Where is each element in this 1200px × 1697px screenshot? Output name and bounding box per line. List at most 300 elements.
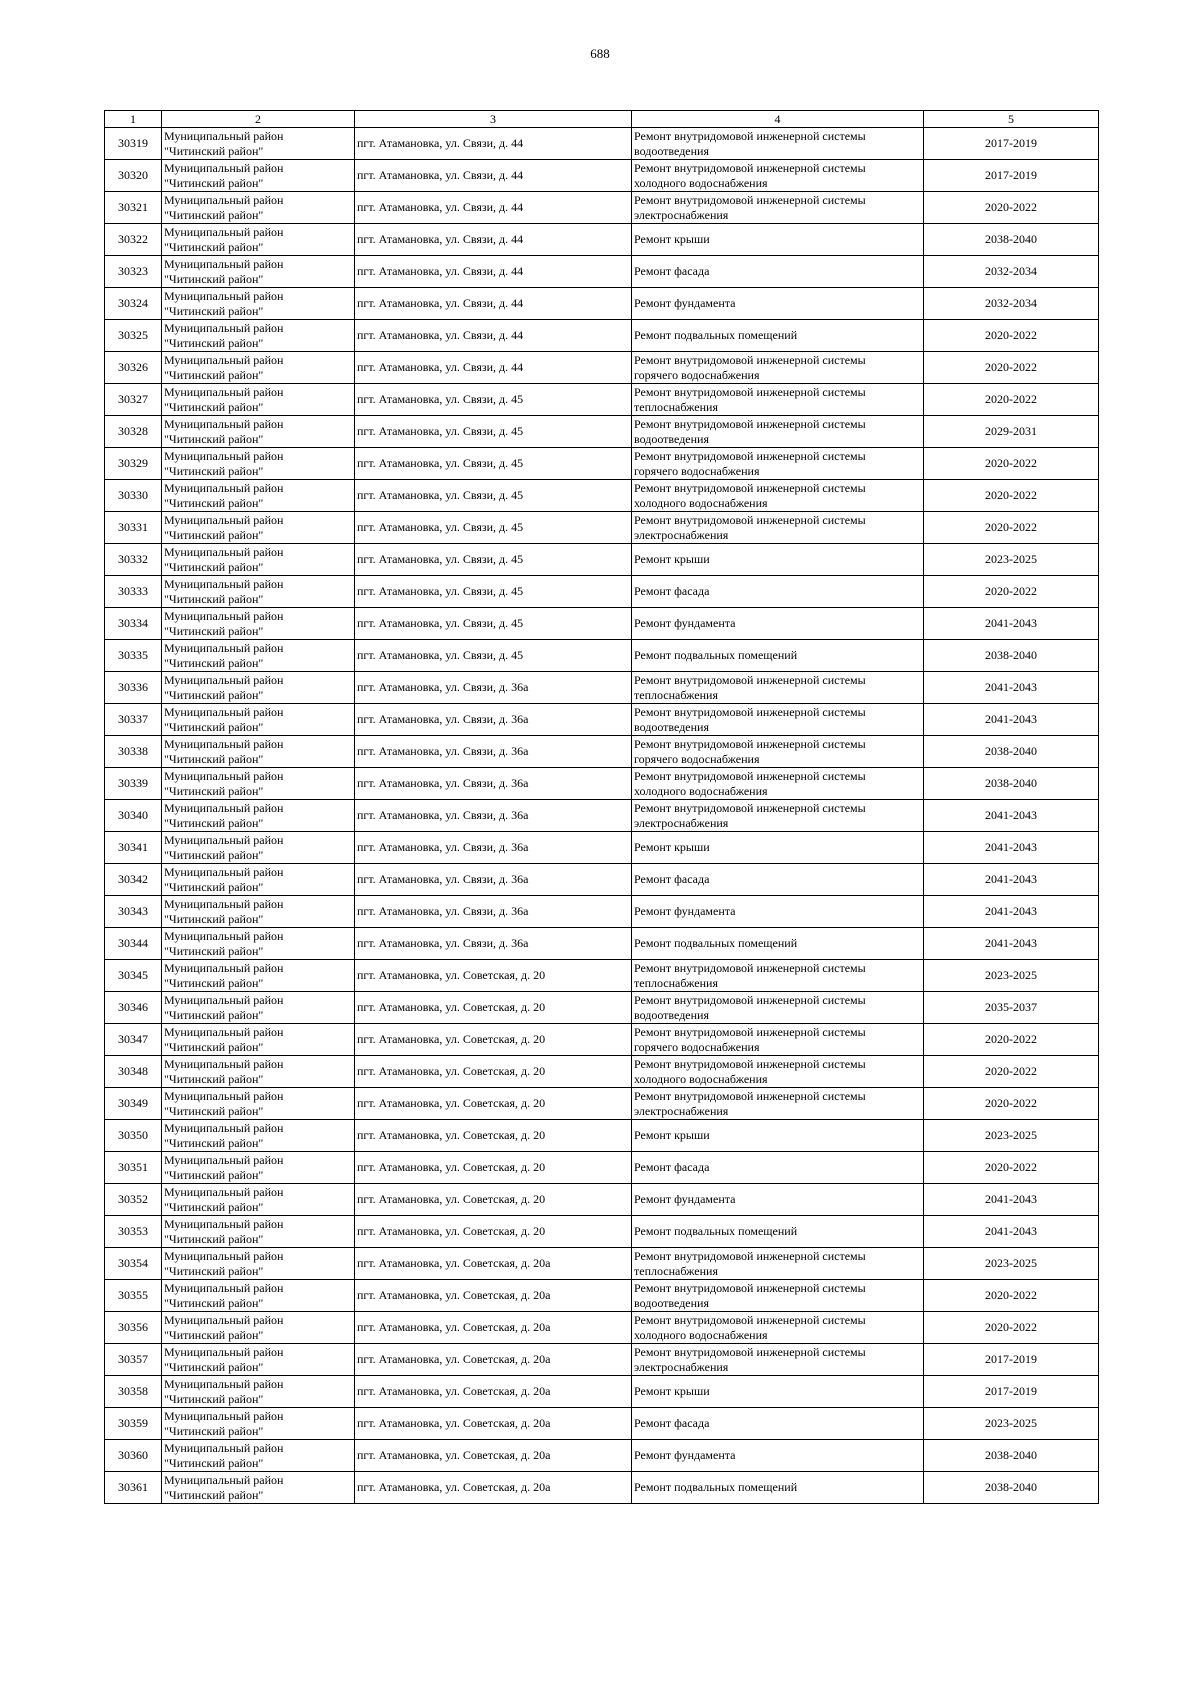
work-type-cell: [632, 864, 924, 896]
table-row: [105, 192, 1099, 224]
district-line: Муниципальный район: [164, 288, 284, 303]
district-line: Муниципальный район: [164, 1440, 284, 1455]
district-line: "Читинский район": [164, 239, 264, 254]
table-row: [105, 256, 1099, 288]
district-cell: [162, 992, 355, 1024]
district-cell: [162, 1344, 355, 1376]
work-type-line: электроснабжения: [634, 815, 729, 830]
period-cell: 2035-2037: [924, 992, 1099, 1024]
district-line: "Читинский район": [164, 1071, 264, 1086]
district-line: "Читинский район": [164, 591, 264, 606]
district-line: "Читинский район": [164, 943, 264, 958]
period-cell: 2023-2025: [924, 960, 1099, 992]
work-type-line: Ремонт внутридомовой инженерной системы: [634, 416, 866, 431]
district-cell: [162, 1440, 355, 1472]
column-header: 2: [162, 111, 355, 128]
row-number-cell: 30336: [105, 672, 162, 704]
address-cell: пгт. Атамановка, ул. Связи, д. 44: [355, 256, 632, 288]
period-cell: 2041-2043: [924, 800, 1099, 832]
district-line: "Читинский район": [164, 1391, 264, 1406]
district-line: "Читинский район": [164, 751, 264, 766]
table-row: [105, 1344, 1099, 1376]
district-line: Муниципальный район: [164, 1184, 284, 1199]
district-line: "Читинский район": [164, 1103, 264, 1118]
work-type-line: Ремонт внутридомовой инженерной системы: [634, 160, 866, 175]
row-number-cell: 30339: [105, 768, 162, 800]
district-line: "Читинский район": [164, 431, 264, 446]
work-type-line: Ремонт внутридомовой инженерной системы: [634, 1248, 866, 1263]
period-cell: 2041-2043: [924, 1184, 1099, 1216]
district-line: Муниципальный район: [164, 736, 284, 751]
period-cell: 2020-2022: [924, 480, 1099, 512]
table-row: [105, 736, 1099, 768]
table-row: [105, 800, 1099, 832]
address-cell: пгт. Атамановка, ул. Связи, д. 36а: [355, 928, 632, 960]
period-cell: 2020-2022: [924, 352, 1099, 384]
work-type-cell: [632, 480, 924, 512]
row-number-cell: 30353: [105, 1216, 162, 1248]
row-number-cell: 30334: [105, 608, 162, 640]
district-line: Муниципальный район: [164, 1024, 284, 1039]
work-type-cell: [632, 288, 924, 320]
district-line: Муниципальный район: [164, 320, 284, 335]
row-number-cell: 30361: [105, 1472, 162, 1504]
period-cell: 2038-2040: [924, 1440, 1099, 1472]
address-cell: пгт. Атамановка, ул. Связи, д. 45: [355, 480, 632, 512]
period-cell: 2020-2022: [924, 512, 1099, 544]
row-number-cell: 30330: [105, 480, 162, 512]
work-type-cell: [632, 576, 924, 608]
work-type-cell: [632, 704, 924, 736]
work-type-line: Ремонт крыши: [634, 1128, 710, 1142]
work-type-cell: [632, 1344, 924, 1376]
row-number-cell: 30327: [105, 384, 162, 416]
district-cell: [162, 608, 355, 640]
work-type-line: Ремонт внутридомовой инженерной системы: [634, 480, 866, 495]
address-cell: пгт. Атамановка, ул. Советская, д. 20а: [355, 1312, 632, 1344]
work-type-line: Ремонт внутридомовой инженерной системы: [634, 448, 866, 463]
table-row: [105, 1184, 1099, 1216]
work-type-line: электроснабжения: [634, 207, 729, 222]
address-cell: пгт. Атамановка, ул. Связи, д. 44: [355, 320, 632, 352]
work-type-line: Ремонт внутридомовой инженерной системы: [634, 1088, 866, 1103]
address-cell: пгт. Атамановка, ул. Советская, д. 20: [355, 1024, 632, 1056]
work-type-cell: [632, 352, 924, 384]
period-cell: 2020-2022: [924, 1056, 1099, 1088]
row-number-cell: 30350: [105, 1120, 162, 1152]
district-line: "Читинский район": [164, 879, 264, 894]
period-cell: 2023-2025: [924, 1120, 1099, 1152]
work-type-line: Ремонт фасада: [634, 264, 710, 278]
work-type-cell: [632, 128, 924, 160]
address-cell: пгт. Атамановка, ул. Советская, д. 20: [355, 1056, 632, 1088]
address-cell: пгт. Атамановка, ул. Связи, д. 44: [355, 224, 632, 256]
district-cell: [162, 448, 355, 480]
district-line: Муниципальный район: [164, 1280, 284, 1295]
district-cell: [162, 544, 355, 576]
district-line: "Читинский район": [164, 1263, 264, 1278]
district-line: "Читинский район": [164, 527, 264, 542]
district-line: Муниципальный район: [164, 352, 284, 367]
period-cell: 2020-2022: [924, 384, 1099, 416]
work-type-cell: [632, 224, 924, 256]
district-line: Муниципальный район: [164, 480, 284, 495]
work-type-line: водоотведения: [634, 1007, 709, 1022]
work-type-line: холодного водоснабжения: [634, 783, 768, 798]
work-type-line: водоотведения: [634, 1295, 709, 1310]
table-row: [105, 1088, 1099, 1120]
address-cell: пгт. Атамановка, ул. Связи, д. 44: [355, 128, 632, 160]
district-line: "Читинский район": [164, 911, 264, 926]
period-cell: 2020-2022: [924, 1312, 1099, 1344]
work-type-cell: [632, 768, 924, 800]
address-cell: пгт. Атамановка, ул. Связи, д. 45: [355, 576, 632, 608]
work-type-line: Ремонт крыши: [634, 840, 710, 854]
district-cell: [162, 960, 355, 992]
district-line: Муниципальный район: [164, 608, 284, 623]
district-line: Муниципальный район: [164, 192, 284, 207]
district-line: Муниципальный район: [164, 800, 284, 815]
work-type-cell: [632, 1280, 924, 1312]
district-cell: [162, 160, 355, 192]
address-cell: пгт. Атамановка, ул. Советская, д. 20а: [355, 1280, 632, 1312]
period-cell: 2020-2022: [924, 192, 1099, 224]
work-type-line: Ремонт подвальных помещений: [634, 328, 798, 342]
row-number-cell: 30343: [105, 896, 162, 928]
period-cell: 2038-2040: [924, 640, 1099, 672]
period-cell: 2041-2043: [924, 896, 1099, 928]
period-cell: 2041-2043: [924, 1216, 1099, 1248]
row-number-cell: 30333: [105, 576, 162, 608]
row-number-cell: 30360: [105, 1440, 162, 1472]
work-type-cell: [632, 1184, 924, 1216]
work-type-cell: [632, 160, 924, 192]
work-type-cell: [632, 1440, 924, 1472]
address-cell: пгт. Атамановка, ул. Связи, д. 36а: [355, 896, 632, 928]
work-type-line: Ремонт фундамента: [634, 904, 736, 918]
table-row: [105, 928, 1099, 960]
district-line: Муниципальный район: [164, 1312, 284, 1327]
work-type-line: холодного водоснабжения: [634, 1327, 768, 1342]
row-number-cell: 30332: [105, 544, 162, 576]
district-cell: [162, 288, 355, 320]
period-cell: 2023-2025: [924, 1408, 1099, 1440]
table-row: [105, 352, 1099, 384]
district-cell: [162, 320, 355, 352]
table-row: [105, 896, 1099, 928]
district-cell: [162, 256, 355, 288]
district-line: Муниципальный район: [164, 1088, 284, 1103]
work-type-cell: [632, 256, 924, 288]
work-type-cell: [632, 672, 924, 704]
row-number-cell: 30346: [105, 992, 162, 1024]
work-type-line: Ремонт фундамента: [634, 1448, 736, 1462]
address-cell: пгт. Атамановка, ул. Советская, д. 20а: [355, 1408, 632, 1440]
district-line: Муниципальный район: [164, 672, 284, 687]
district-line: Муниципальный район: [164, 928, 284, 943]
district-line: "Читинский район": [164, 559, 264, 574]
period-cell: 2041-2043: [924, 928, 1099, 960]
work-type-line: теплоснабжения: [634, 687, 718, 702]
district-cell: [162, 864, 355, 896]
work-type-cell: [632, 1376, 924, 1408]
table-row: [105, 1312, 1099, 1344]
district-cell: [162, 1376, 355, 1408]
district-line: Муниципальный район: [164, 1408, 284, 1423]
district-line: Муниципальный район: [164, 768, 284, 783]
work-type-line: Ремонт внутридомовой инженерной системы: [634, 704, 866, 719]
period-cell: 2038-2040: [924, 1472, 1099, 1504]
address-cell: пгт. Атамановка, ул. Связи, д. 45: [355, 544, 632, 576]
district-line: Муниципальный район: [164, 992, 284, 1007]
work-type-line: Ремонт внутридомовой инженерной системы: [634, 672, 866, 687]
table-row: [105, 128, 1099, 160]
address-cell: пгт. Атамановка, ул. Советская, д. 20а: [355, 1248, 632, 1280]
table-row: [105, 1376, 1099, 1408]
work-type-cell: [632, 544, 924, 576]
district-line: Муниципальный район: [164, 1056, 284, 1071]
work-type-cell: [632, 384, 924, 416]
work-type-line: горячего водоснабжения: [634, 367, 760, 382]
district-cell: [162, 1152, 355, 1184]
row-number-cell: 30329: [105, 448, 162, 480]
district-cell: [162, 672, 355, 704]
work-type-line: Ремонт внутридомовой инженерной системы: [634, 1024, 866, 1039]
work-type-line: Ремонт крыши: [634, 1384, 710, 1398]
district-line: "Читинский район": [164, 1455, 264, 1470]
work-type-line: горячего водоснабжения: [634, 1039, 760, 1054]
work-type-line: Ремонт внутридомовой инженерной системы: [634, 384, 866, 399]
work-type-cell: [632, 1312, 924, 1344]
work-type-line: Ремонт внутридомовой инженерной системы: [634, 992, 866, 1007]
district-cell: [162, 1088, 355, 1120]
address-cell: пгт. Атамановка, ул. Советская, д. 20: [355, 1184, 632, 1216]
district-cell: [162, 1248, 355, 1280]
district-line: "Читинский район": [164, 303, 264, 318]
row-number-cell: 30348: [105, 1056, 162, 1088]
column-header: 1: [105, 111, 162, 128]
row-number-cell: 30322: [105, 224, 162, 256]
work-type-cell: [632, 640, 924, 672]
district-cell: [162, 352, 355, 384]
district-line: Муниципальный район: [164, 640, 284, 655]
district-cell: [162, 224, 355, 256]
row-number-cell: 30357: [105, 1344, 162, 1376]
district-line: Муниципальный район: [164, 384, 284, 399]
work-type-line: теплоснабжения: [634, 975, 718, 990]
table-row: [105, 1056, 1099, 1088]
district-cell: [162, 384, 355, 416]
district-cell: [162, 1184, 355, 1216]
table-row: [105, 864, 1099, 896]
work-type-line: Ремонт фасада: [634, 584, 710, 598]
address-cell: пгт. Атамановка, ул. Связи, д. 36а: [355, 864, 632, 896]
table-row: [105, 448, 1099, 480]
work-type-cell: [632, 1120, 924, 1152]
table-row: [105, 1120, 1099, 1152]
district-line: "Читинский район": [164, 495, 264, 510]
address-cell: пгт. Атамановка, ул. Советская, д. 20: [355, 1120, 632, 1152]
district-line: "Читинский район": [164, 975, 264, 990]
district-line: Муниципальный район: [164, 576, 284, 591]
table-row: [105, 1472, 1099, 1504]
work-type-line: Ремонт внутридомовой инженерной системы: [634, 736, 866, 751]
row-number-cell: 30356: [105, 1312, 162, 1344]
table-row: [105, 160, 1099, 192]
address-cell: пгт. Атамановка, ул. Связи, д. 45: [355, 640, 632, 672]
row-number-cell: 30331: [105, 512, 162, 544]
table-row: [105, 384, 1099, 416]
district-line: "Читинский район": [164, 271, 264, 286]
table-header-row: [105, 111, 1099, 128]
row-number-cell: 30349: [105, 1088, 162, 1120]
work-type-line: горячего водоснабжения: [634, 463, 760, 478]
work-type-cell: [632, 416, 924, 448]
work-type-line: Ремонт подвальных помещений: [634, 936, 798, 950]
row-number-cell: 30340: [105, 800, 162, 832]
work-type-line: холодного водоснабжения: [634, 1071, 768, 1086]
row-number-cell: 30325: [105, 320, 162, 352]
period-cell: 2020-2022: [924, 576, 1099, 608]
work-type-cell: [632, 928, 924, 960]
work-type-cell: [632, 1408, 924, 1440]
period-cell: 2020-2022: [924, 1024, 1099, 1056]
work-type-line: Ремонт фундамента: [634, 1192, 736, 1206]
row-number-cell: 30324: [105, 288, 162, 320]
address-cell: пгт. Атамановка, ул. Связи, д. 45: [355, 512, 632, 544]
work-type-line: водоотведения: [634, 719, 709, 734]
table-row: [105, 576, 1099, 608]
work-type-line: Ремонт внутридомовой инженерной системы: [634, 128, 866, 143]
district-line: "Читинский район": [164, 1359, 264, 1374]
table-row: [105, 1408, 1099, 1440]
district-line: "Читинский район": [164, 655, 264, 670]
address-cell: пгт. Атамановка, ул. Советская, д. 20а: [355, 1344, 632, 1376]
address-cell: пгт. Атамановка, ул. Советская, д. 20а: [355, 1472, 632, 1504]
row-number-cell: 30345: [105, 960, 162, 992]
period-cell: 2041-2043: [924, 864, 1099, 896]
district-cell: [162, 1472, 355, 1504]
row-number-cell: 30335: [105, 640, 162, 672]
column-header: 5: [924, 111, 1099, 128]
work-type-line: водоотведения: [634, 143, 709, 158]
table-row: [105, 320, 1099, 352]
district-line: "Читинский район": [164, 367, 264, 382]
table-row: [105, 1248, 1099, 1280]
district-cell: [162, 576, 355, 608]
district-cell: [162, 1120, 355, 1152]
row-number-cell: 30344: [105, 928, 162, 960]
work-type-line: водоотведения: [634, 431, 709, 446]
district-cell: [162, 128, 355, 160]
district-line: Муниципальный район: [164, 1472, 284, 1487]
district-line: "Читинский район": [164, 1327, 264, 1342]
work-type-line: Ремонт фасада: [634, 1160, 710, 1174]
district-line: "Читинский район": [164, 1199, 264, 1214]
work-type-cell: [632, 192, 924, 224]
district-line: Муниципальный район: [164, 512, 284, 527]
table-row: [105, 1152, 1099, 1184]
work-type-cell: [632, 1216, 924, 1248]
period-cell: 2023-2025: [924, 544, 1099, 576]
table-row: [105, 608, 1099, 640]
district-cell: [162, 768, 355, 800]
table-row: [105, 288, 1099, 320]
work-type-line: электроснабжения: [634, 527, 729, 542]
table-row: [105, 672, 1099, 704]
table-row: [105, 960, 1099, 992]
district-cell: [162, 736, 355, 768]
table-row: [105, 1024, 1099, 1056]
work-type-cell: [632, 896, 924, 928]
period-cell: 2017-2019: [924, 1376, 1099, 1408]
work-type-cell: [632, 1088, 924, 1120]
district-line: Муниципальный район: [164, 1120, 284, 1135]
district-line: Муниципальный район: [164, 448, 284, 463]
district-cell: [162, 1312, 355, 1344]
district-line: "Читинский район": [164, 1007, 264, 1022]
row-number-cell: 30320: [105, 160, 162, 192]
address-cell: пгт. Атамановка, ул. Советская, д. 20а: [355, 1440, 632, 1472]
district-line: Муниципальный район: [164, 544, 284, 559]
work-type-line: Ремонт крыши: [634, 232, 710, 246]
row-number-cell: 30323: [105, 256, 162, 288]
district-line: "Читинский район": [164, 143, 264, 158]
period-cell: 2020-2022: [924, 448, 1099, 480]
work-type-line: электроснабжения: [634, 1103, 729, 1118]
table-row: [105, 480, 1099, 512]
address-cell: пгт. Атамановка, ул. Связи, д. 36а: [355, 704, 632, 736]
column-header: 4: [632, 111, 924, 128]
district-cell: [162, 640, 355, 672]
row-number-cell: 30328: [105, 416, 162, 448]
work-schedule-table: [104, 110, 1099, 1504]
district-cell: [162, 928, 355, 960]
table-row: [105, 224, 1099, 256]
address-cell: пгт. Атамановка, ул. Связи, д. 36а: [355, 800, 632, 832]
address-cell: пгт. Атамановка, ул. Связи, д. 45: [355, 384, 632, 416]
work-type-line: Ремонт внутридомовой инженерной системы: [634, 512, 866, 527]
period-cell: 2029-2031: [924, 416, 1099, 448]
table-row: [105, 1280, 1099, 1312]
period-cell: 2041-2043: [924, 608, 1099, 640]
district-line: Муниципальный район: [164, 160, 284, 175]
work-type-cell: [632, 448, 924, 480]
column-header: 3: [355, 111, 632, 128]
work-type-line: Ремонт внутридомовой инженерной системы: [634, 1056, 866, 1071]
period-cell: 2020-2022: [924, 1280, 1099, 1312]
work-type-line: холодного водоснабжения: [634, 175, 768, 190]
district-line: Муниципальный район: [164, 704, 284, 719]
work-type-cell: [632, 320, 924, 352]
district-line: Муниципальный район: [164, 1344, 284, 1359]
district-line: "Читинский район": [164, 783, 264, 798]
district-line: Муниципальный район: [164, 960, 284, 975]
address-cell: пгт. Атамановка, ул. Связи, д. 45: [355, 608, 632, 640]
address-cell: пгт. Атамановка, ул. Связи, д. 36а: [355, 768, 632, 800]
district-line: Муниципальный район: [164, 896, 284, 911]
address-cell: пгт. Атамановка, ул. Советская, д. 20а: [355, 1376, 632, 1408]
district-line: Муниципальный район: [164, 832, 284, 847]
work-type-line: Ремонт подвальных помещений: [634, 1480, 798, 1494]
work-type-line: теплоснабжения: [634, 399, 718, 414]
work-type-cell: [632, 800, 924, 832]
work-type-cell: [632, 1248, 924, 1280]
work-type-cell: [632, 1024, 924, 1056]
row-number-cell: 30319: [105, 128, 162, 160]
row-number-cell: 30352: [105, 1184, 162, 1216]
address-cell: пгт. Атамановка, ул. Связи, д. 44: [355, 352, 632, 384]
